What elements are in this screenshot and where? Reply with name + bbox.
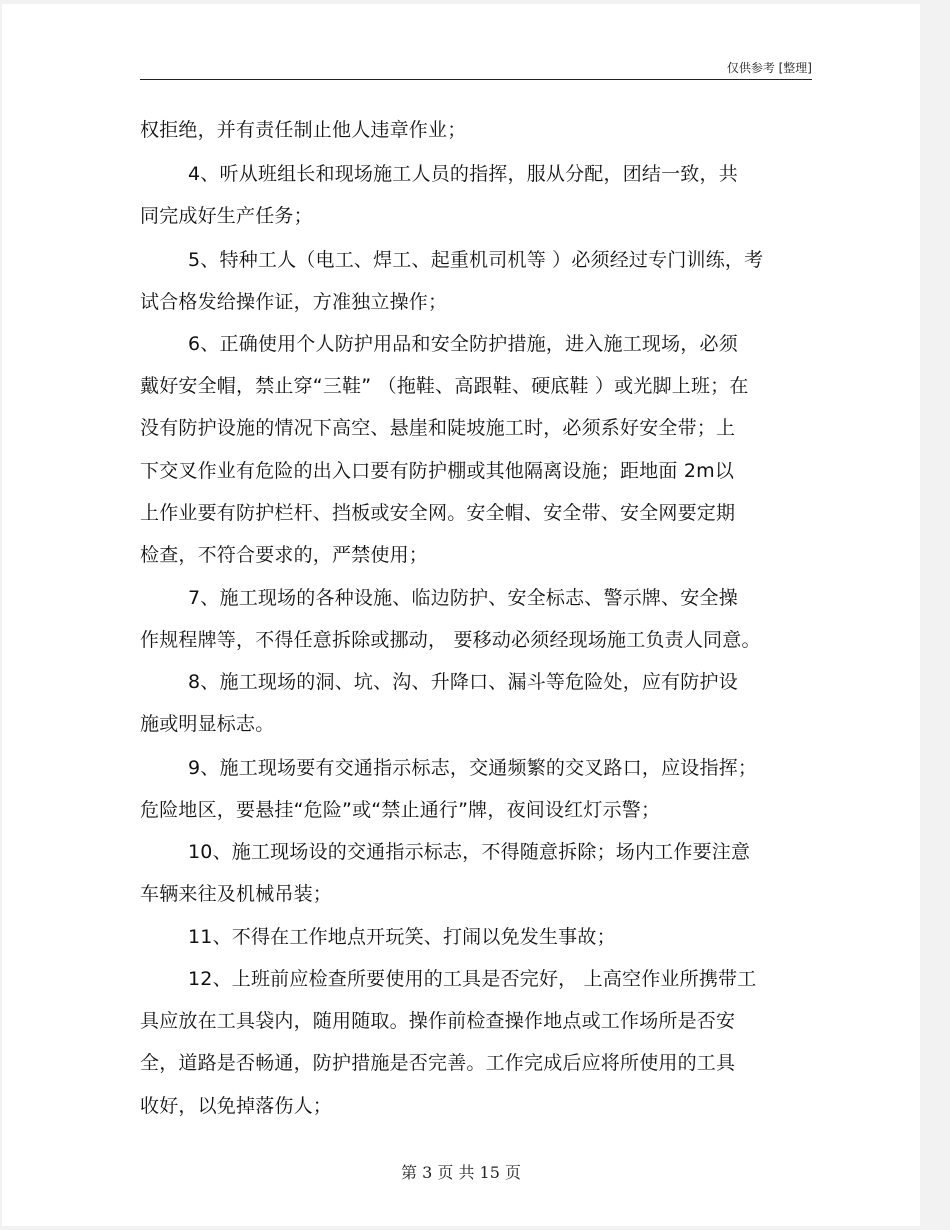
body-line: 5、特种工人（电工、焊工、起重机司机等 ）必须经过专门训练，考 [188,249,764,271]
body-line: 12、上班前应检查所要使用的工具是否完好， 上高空作业所携带工 [188,968,757,990]
body-line: 施或明显标志。 [140,713,275,735]
body-line: 4、听从班组长和现场施工人员的指挥，服从分配，团结一致，共 [188,163,738,185]
body-line: 收好，以免掉落伤人； [140,1095,333,1117]
body-line: 上作业要有防护栏杆、挡板或安全网。安全帽、安全带、安全网要定期 [140,502,736,524]
body-line: 危险地区，要悬挂“危险”或“禁止通行”牌，夜间设红灯示警； [140,799,661,821]
header-note: 仅供参考 [整理] [726,61,812,75]
document-page [2,4,920,1226]
body-line: 具应放在工具袋内，随用随取。操作前检查操作地点或工作场所是否安 [140,1010,736,1032]
body-line: 10、施工现场设的交通指示标志，不得随意拆除；场内工作要注意 [188,841,751,863]
body-line: 戴好安全帽，禁止穿“三鞋” （拖鞋、高跟鞋、硬底鞋 ）或光脚上班；在 [140,375,749,397]
body-line: 6、正确使用个人防护用品和安全防护措施，进入施工现场，必须 [188,333,738,355]
header-rule [140,79,812,80]
page-number-footer: 第 3 页 共 15 页 [401,1163,521,1182]
body-line: 权拒绝，并有责任制止他人违章作业； [140,119,467,141]
body-line: 没有防护设施的情况下高空、悬崖和陡坡施工时，必须系好安全带；上 [140,417,736,439]
body-line: 同完成好生产任务； [140,205,313,227]
body-line: 下交叉作业有危险的出入口要有防护棚或其他隔离设施；距地面 2m以 [140,460,735,482]
body-line: 9、施工现场要有交通指示标志，交通频繁的交叉路口，应设指挥； [188,757,758,779]
body-line: 8、施工现场的洞、坑、沟、升降口、漏斗等危险处，应有防护设 [188,671,738,693]
body-line: 全，道路是否畅通，防护措施是否完善。工作完成后应将所使用的工具 [140,1052,736,1074]
body-line: 车辆来往及机械吊装； [140,883,333,905]
body-line: 试合格发给操作证，方准独立操作； [140,291,448,313]
body-line: 7、施工现场的各种设施、临边防护、安全标志、警示牌、安全操 [188,587,738,609]
body-line: 检查，不符合要求的，严禁使用； [140,544,429,566]
body-line: 作规程牌等，不得任意拆除或挪动， 要移动必须经现场施工负责人同意。 [140,629,761,651]
body-line: 11、不得在工作地点开玩笑、打闹以免发生事故； [188,926,616,948]
